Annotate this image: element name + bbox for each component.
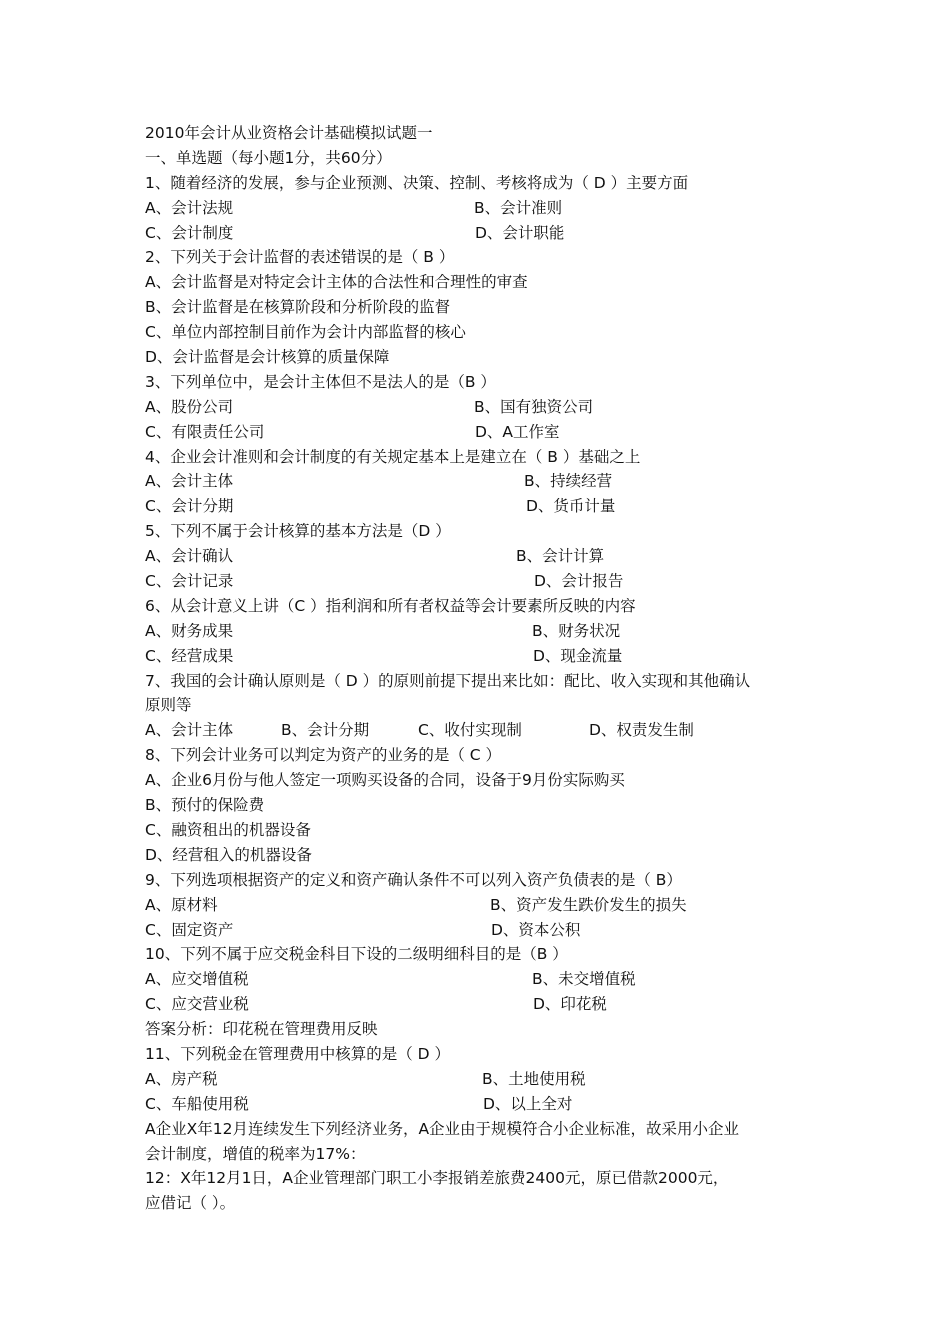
q1-option-c: C、会计制度: [145, 223, 234, 242]
q5-options-row2: [145, 569, 950, 594]
q10-options-row1: [145, 967, 950, 992]
q11-options-row2: [145, 1092, 950, 1117]
question-4: 4、企业会计准则和会计制度的有关规定基本上是建立在（ B ）基础之上: [145, 447, 641, 466]
q6-option-a: A、财务成果: [145, 621, 234, 640]
q10-option-d: D、印花税: [533, 995, 607, 1014]
context-line-1: A企业X年12月连续发生下列经济业务，A企业由于规模符合小企业标准，故采用小企业: [145, 1119, 740, 1138]
answer-note: 答案分析：印花税在管理费用反映: [145, 1020, 378, 1039]
q5-option-b: B、会计计算: [516, 547, 605, 566]
q3-option-c: C、有限责任公司: [145, 422, 265, 441]
q7-option-b: B、会计分期: [281, 721, 370, 740]
question-2: 2、下列关于会计监督的表述错误的是（ B ）: [145, 248, 455, 267]
q9-option-c: C、固定资产: [145, 920, 234, 939]
question-1: 1、随着经济的发展，参与企业预测、决策、控制、考核将成为（ D ）主要方面: [145, 173, 689, 192]
q11-option-a: A、房产税: [145, 1069, 218, 1088]
q6-option-b: B、财务状况: [532, 621, 621, 640]
question-7-continued: 原则等: [145, 696, 192, 715]
q4-option-c: C、会计分期: [145, 497, 234, 516]
q3-option-b: B、国有独资公司: [474, 397, 594, 416]
question-12-continued: 应借记（ ）。: [145, 1194, 236, 1213]
q9-option-d: D、资本公积: [491, 920, 581, 939]
q9-options-row1: [145, 893, 950, 918]
q1-options-row2: [145, 221, 950, 246]
q2-option-b: B、会计监督是在核算阶段和分析阶段的监督: [145, 298, 451, 317]
q9-option-b: B、资产发生跌价发生的损失: [490, 895, 687, 914]
q6-option-d: D、现金流量: [533, 646, 623, 665]
doc-title: 2010年会计从业资格会计基础模拟试题一: [145, 124, 433, 142]
q6-options-row2: [145, 644, 950, 669]
q5-option-a: A、会计确认: [145, 547, 234, 566]
q8-option-d: D、经营租入的机器设备: [145, 845, 312, 864]
q7-option-a: A、会计主体: [145, 721, 234, 740]
q9-option-a: A、原材料: [145, 895, 218, 914]
q8-option-c: C、融资租出的机器设备: [145, 820, 311, 839]
q3-options-row2: [145, 420, 950, 445]
q11-option-b: B、土地使用税: [482, 1069, 586, 1088]
q7-option-d: D、权责发生制: [589, 721, 694, 740]
q11-option-d: D、以上全对: [483, 1094, 573, 1113]
q2-option-c: C、单位内部控制目前作为会计内部监督的核心: [145, 323, 466, 342]
q3-options-row1: [145, 395, 950, 420]
q1-option-b: B、会计准则: [474, 198, 563, 217]
q4-option-d: D、货币计量: [526, 497, 616, 516]
question-5: 5、下列不属于会计核算的基本方法是（D ）: [145, 522, 451, 541]
q9-options-row2: [145, 918, 950, 943]
q5-options-row1: [145, 544, 950, 569]
q3-option-a: A、股份公司: [145, 397, 234, 416]
context-line-2: 会计制度，增值的税率为17%：: [145, 1144, 366, 1163]
q3-option-d: D、A工作室: [475, 422, 560, 441]
q4-option-b: B、持续经营: [524, 472, 613, 491]
question-12: 12：X年12月1日，A企业管理部门职工小李报销差旅费2400元，原已借款2000元，: [145, 1169, 729, 1188]
q10-option-a: A、应交增值税: [145, 970, 249, 989]
section-heading: 一、单选题（每小题1分，共60分）: [145, 148, 392, 167]
q7-options-row: [145, 718, 950, 743]
q6-option-c: C、经营成果: [145, 646, 234, 665]
q5-option-d: D、会计报告: [534, 572, 624, 591]
q6-options-row1: [145, 619, 950, 644]
q1-option-a: A、会计法规: [145, 198, 234, 217]
question-11: 11、下列税金在管理费用中核算的是（ D ）: [145, 1044, 451, 1063]
question-8: 8、下列会计业务可以判定为资产的业务的是（ C ）: [145, 746, 502, 765]
q10-option-b: B、未交增值税: [532, 970, 636, 989]
q10-options-row2: [145, 992, 950, 1017]
q7-option-c: C、收付实现制: [418, 721, 522, 740]
q5-option-c: C、会计记录: [145, 572, 234, 591]
q2-option-d: D、会计监督是会计核算的质量保障: [145, 348, 390, 367]
q8-option-b: B、预付的保险费: [145, 796, 265, 815]
question-3: 3、下列单位中，是会计主体但不是法人的是（B ）: [145, 372, 496, 391]
question-7: 7、我国的会计确认原则是（ D ）的原则前提下提出来比如：配比、收入实现和其他确认: [145, 671, 751, 690]
q11-option-c: C、车船使用税: [145, 1094, 249, 1113]
q1-options-row1: [145, 196, 950, 221]
q4-options-row1: [145, 469, 950, 494]
q1-option-d: D、会计职能: [475, 223, 565, 242]
question-6: 6、从会计意义上讲（C ）指利润和所有者权益等会计要素所反映的内容: [145, 596, 636, 615]
q8-option-a: A、企业6月份与他人签定一项购买设备的合同，设备于9月份实际购买: [145, 771, 625, 790]
q4-option-a: A、会计主体: [145, 472, 234, 491]
question-10: 10、下列不属于应交税金科目下设的二级明细科目的是（B ）: [145, 945, 568, 964]
q10-option-c: C、应交营业税: [145, 995, 249, 1014]
q11-options-row1: [145, 1067, 950, 1092]
q2-option-a: A、会计监督是对特定会计主体的合法性和合理性的审查: [145, 273, 528, 292]
question-9: 9、下列选项根据资产的定义和资产确认条件不可以列入资产负债表的是（ B）: [145, 870, 682, 889]
q4-options-row2: [145, 494, 950, 519]
